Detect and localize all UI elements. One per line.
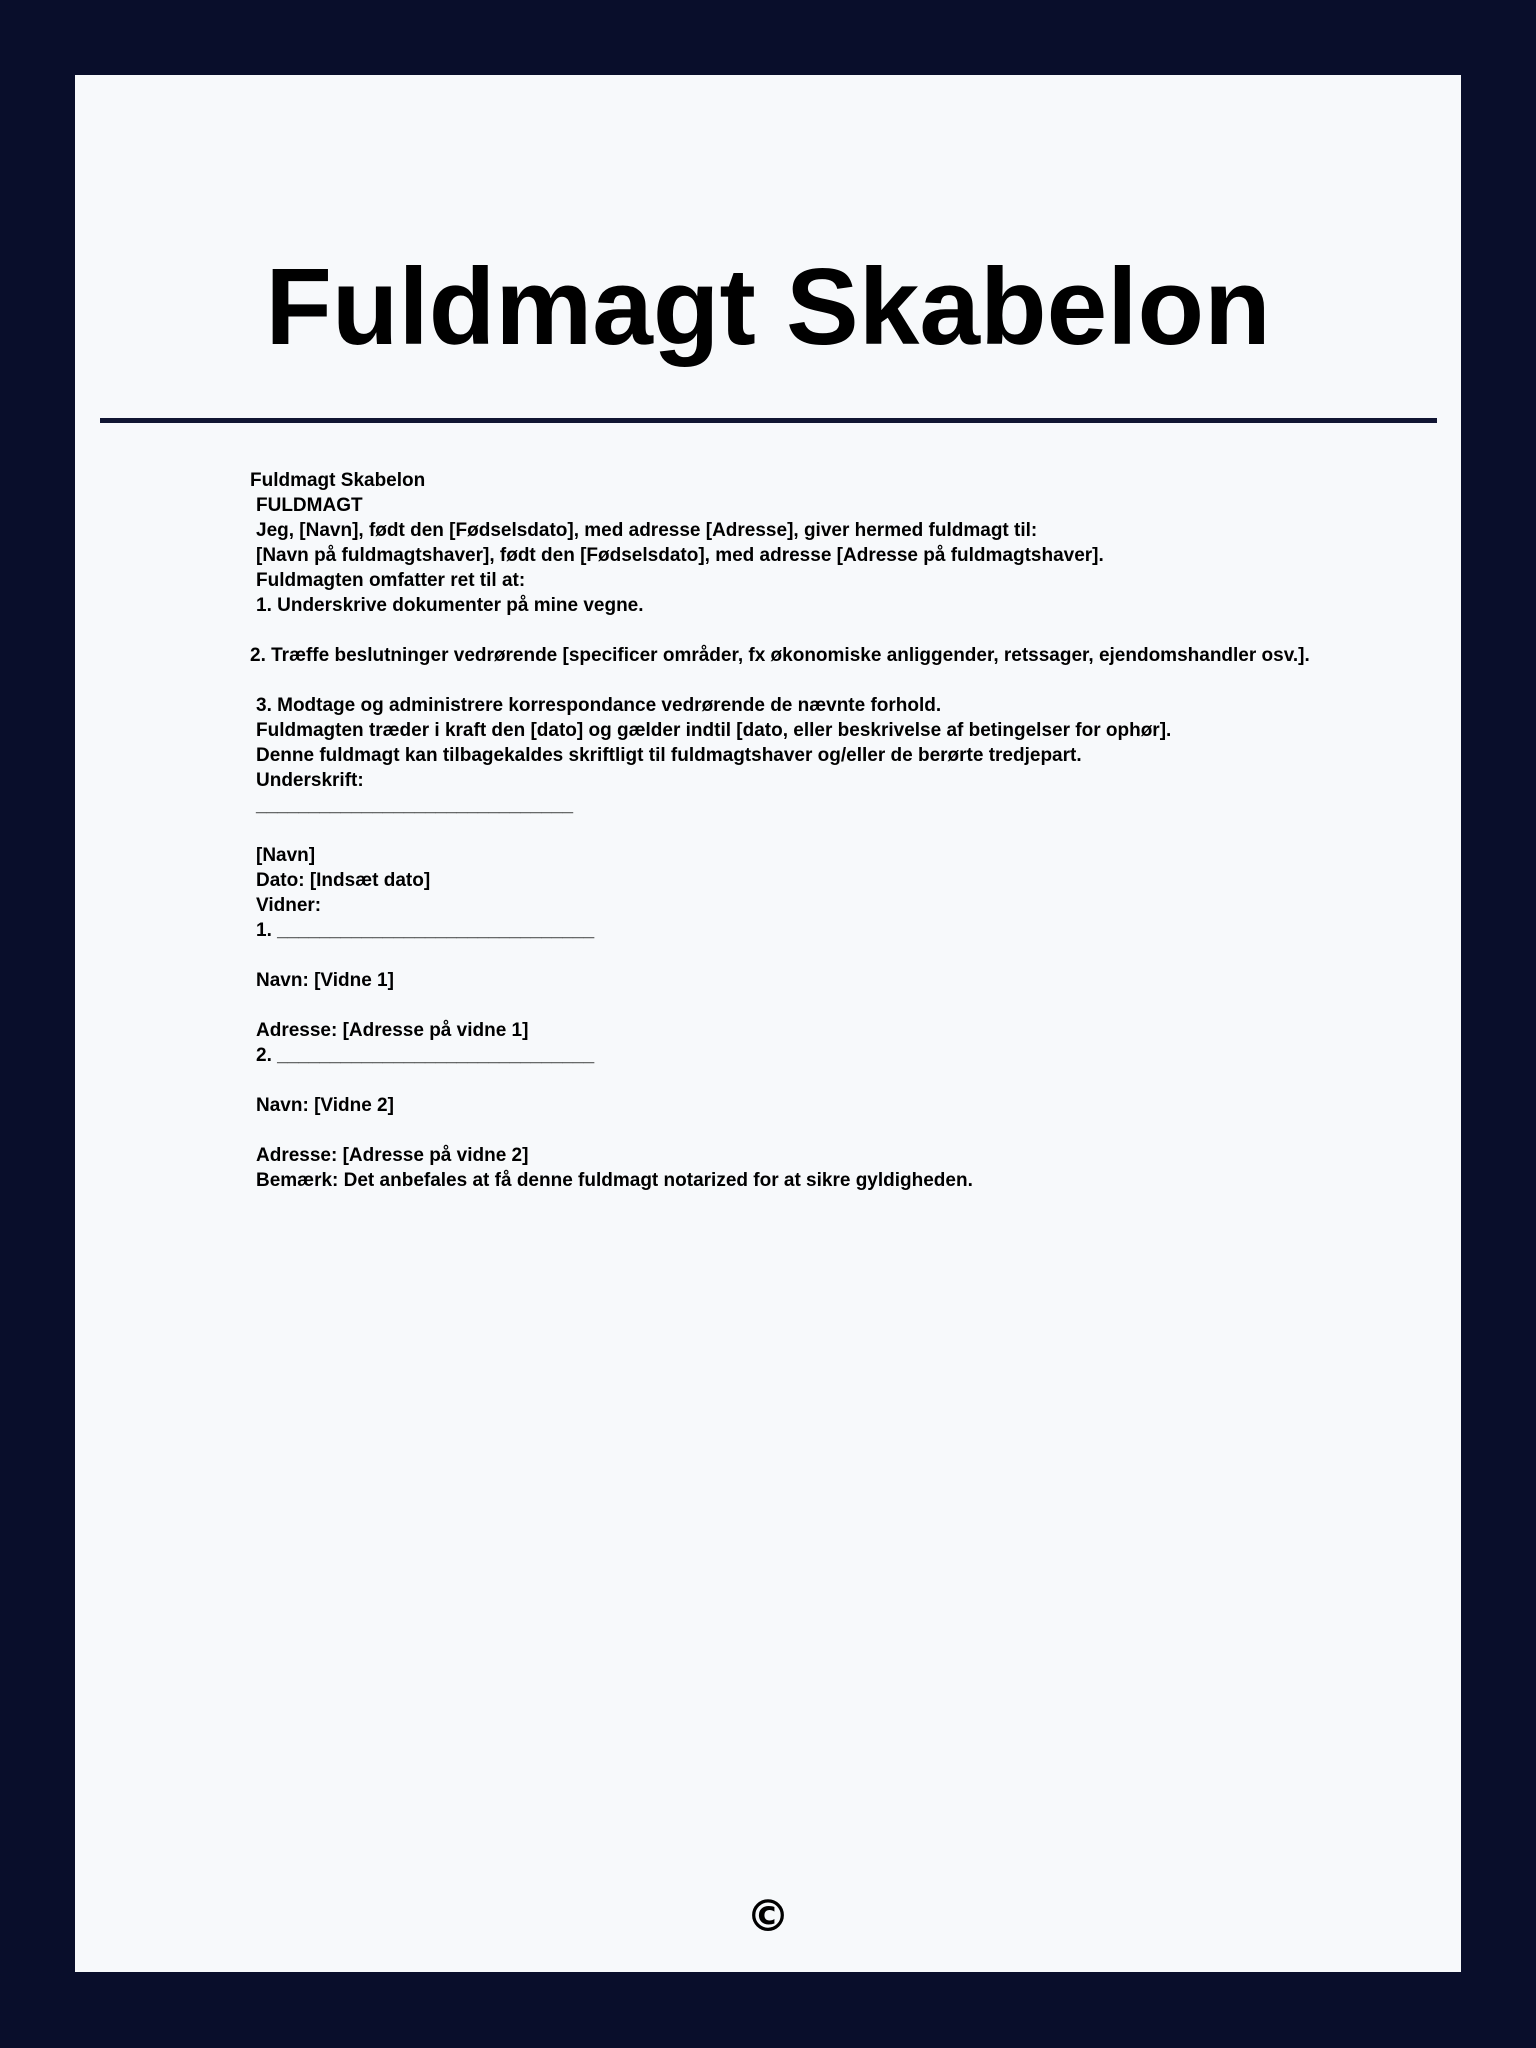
witness-1-name: Navn: [Vidne 1] [256, 970, 394, 991]
witness-2-address: Adresse: [Adresse på vidne 2] [256, 1145, 529, 1166]
witness-1-address: Adresse: [Adresse på vidne 1] [256, 1020, 529, 1041]
body-heading: Fuldmagt Skabelon [250, 470, 426, 491]
note-line: Bemærk: Det anbefales at få denne fuldmagt notarized for at sikre gyldigheden. [256, 1170, 973, 1191]
scope-intro: Fuldmagten omfatter ret til at: [256, 570, 526, 591]
signature-line: ______________________________ [256, 795, 574, 816]
grantee-line: [Navn på fuldmagtshaver], født den [Fødselsdato], med adresse [Adresse på fuldmagtshaver]. [256, 545, 1104, 566]
witness-2-signature-line: 2. ______________________________ [256, 1045, 595, 1066]
signer-name: [Navn] [256, 845, 316, 866]
scope-item-3: 3. Modtage og administrere korrespondance vedrørende de nævnte forhold. [256, 695, 942, 716]
spacer [250, 668, 1330, 693]
body-subheading: FULDMAGT [256, 495, 363, 516]
scope-item-2: 2. Træffe beslutninger vedrørende [specificer områder, fx økonomiske anliggender, retssager, ejendomshandler osv.]. [250, 645, 1310, 666]
document-body [250, 468, 1330, 1193]
witnesses-label: Vidner: [256, 895, 322, 916]
signature-label: Underskrift: [256, 770, 364, 791]
grantor-line: Jeg, [Navn], født den [Fødselsdato], med adresse [Adresse], giver hermed fuldmagt til: [256, 520, 1038, 541]
scope-item-1: 1. Underskrive dokumenter på mine vegne. [256, 595, 644, 616]
date-line: Dato: [Indsæt dato] [256, 870, 431, 891]
document-page [75, 75, 1461, 1972]
copyright-icon: © [746, 1891, 790, 1942]
spacer [250, 618, 1330, 643]
validity-line: Fuldmagten træder i kraft den [dato] og gælder indtil [dato, eller beskrivelse af betingelser for ophør]. [256, 720, 1172, 741]
revocation-line: Denne fuldmagt kan tilbagekaldes skriftligt til fuldmagtshaver og/eller de berørte tredjepart. [256, 745, 1082, 766]
title-divider [100, 418, 1437, 423]
witness-1-signature-line: 1. ______________________________ [256, 920, 595, 941]
spacer [250, 993, 1330, 1018]
page-title: Fuldmagt Skabelon [265, 246, 1271, 368]
witness-2-name: Navn: [Vidne 2] [256, 1095, 394, 1116]
spacer [250, 818, 1330, 843]
spacer [250, 943, 1330, 968]
spacer [250, 1068, 1330, 1093]
spacer [250, 1118, 1330, 1143]
